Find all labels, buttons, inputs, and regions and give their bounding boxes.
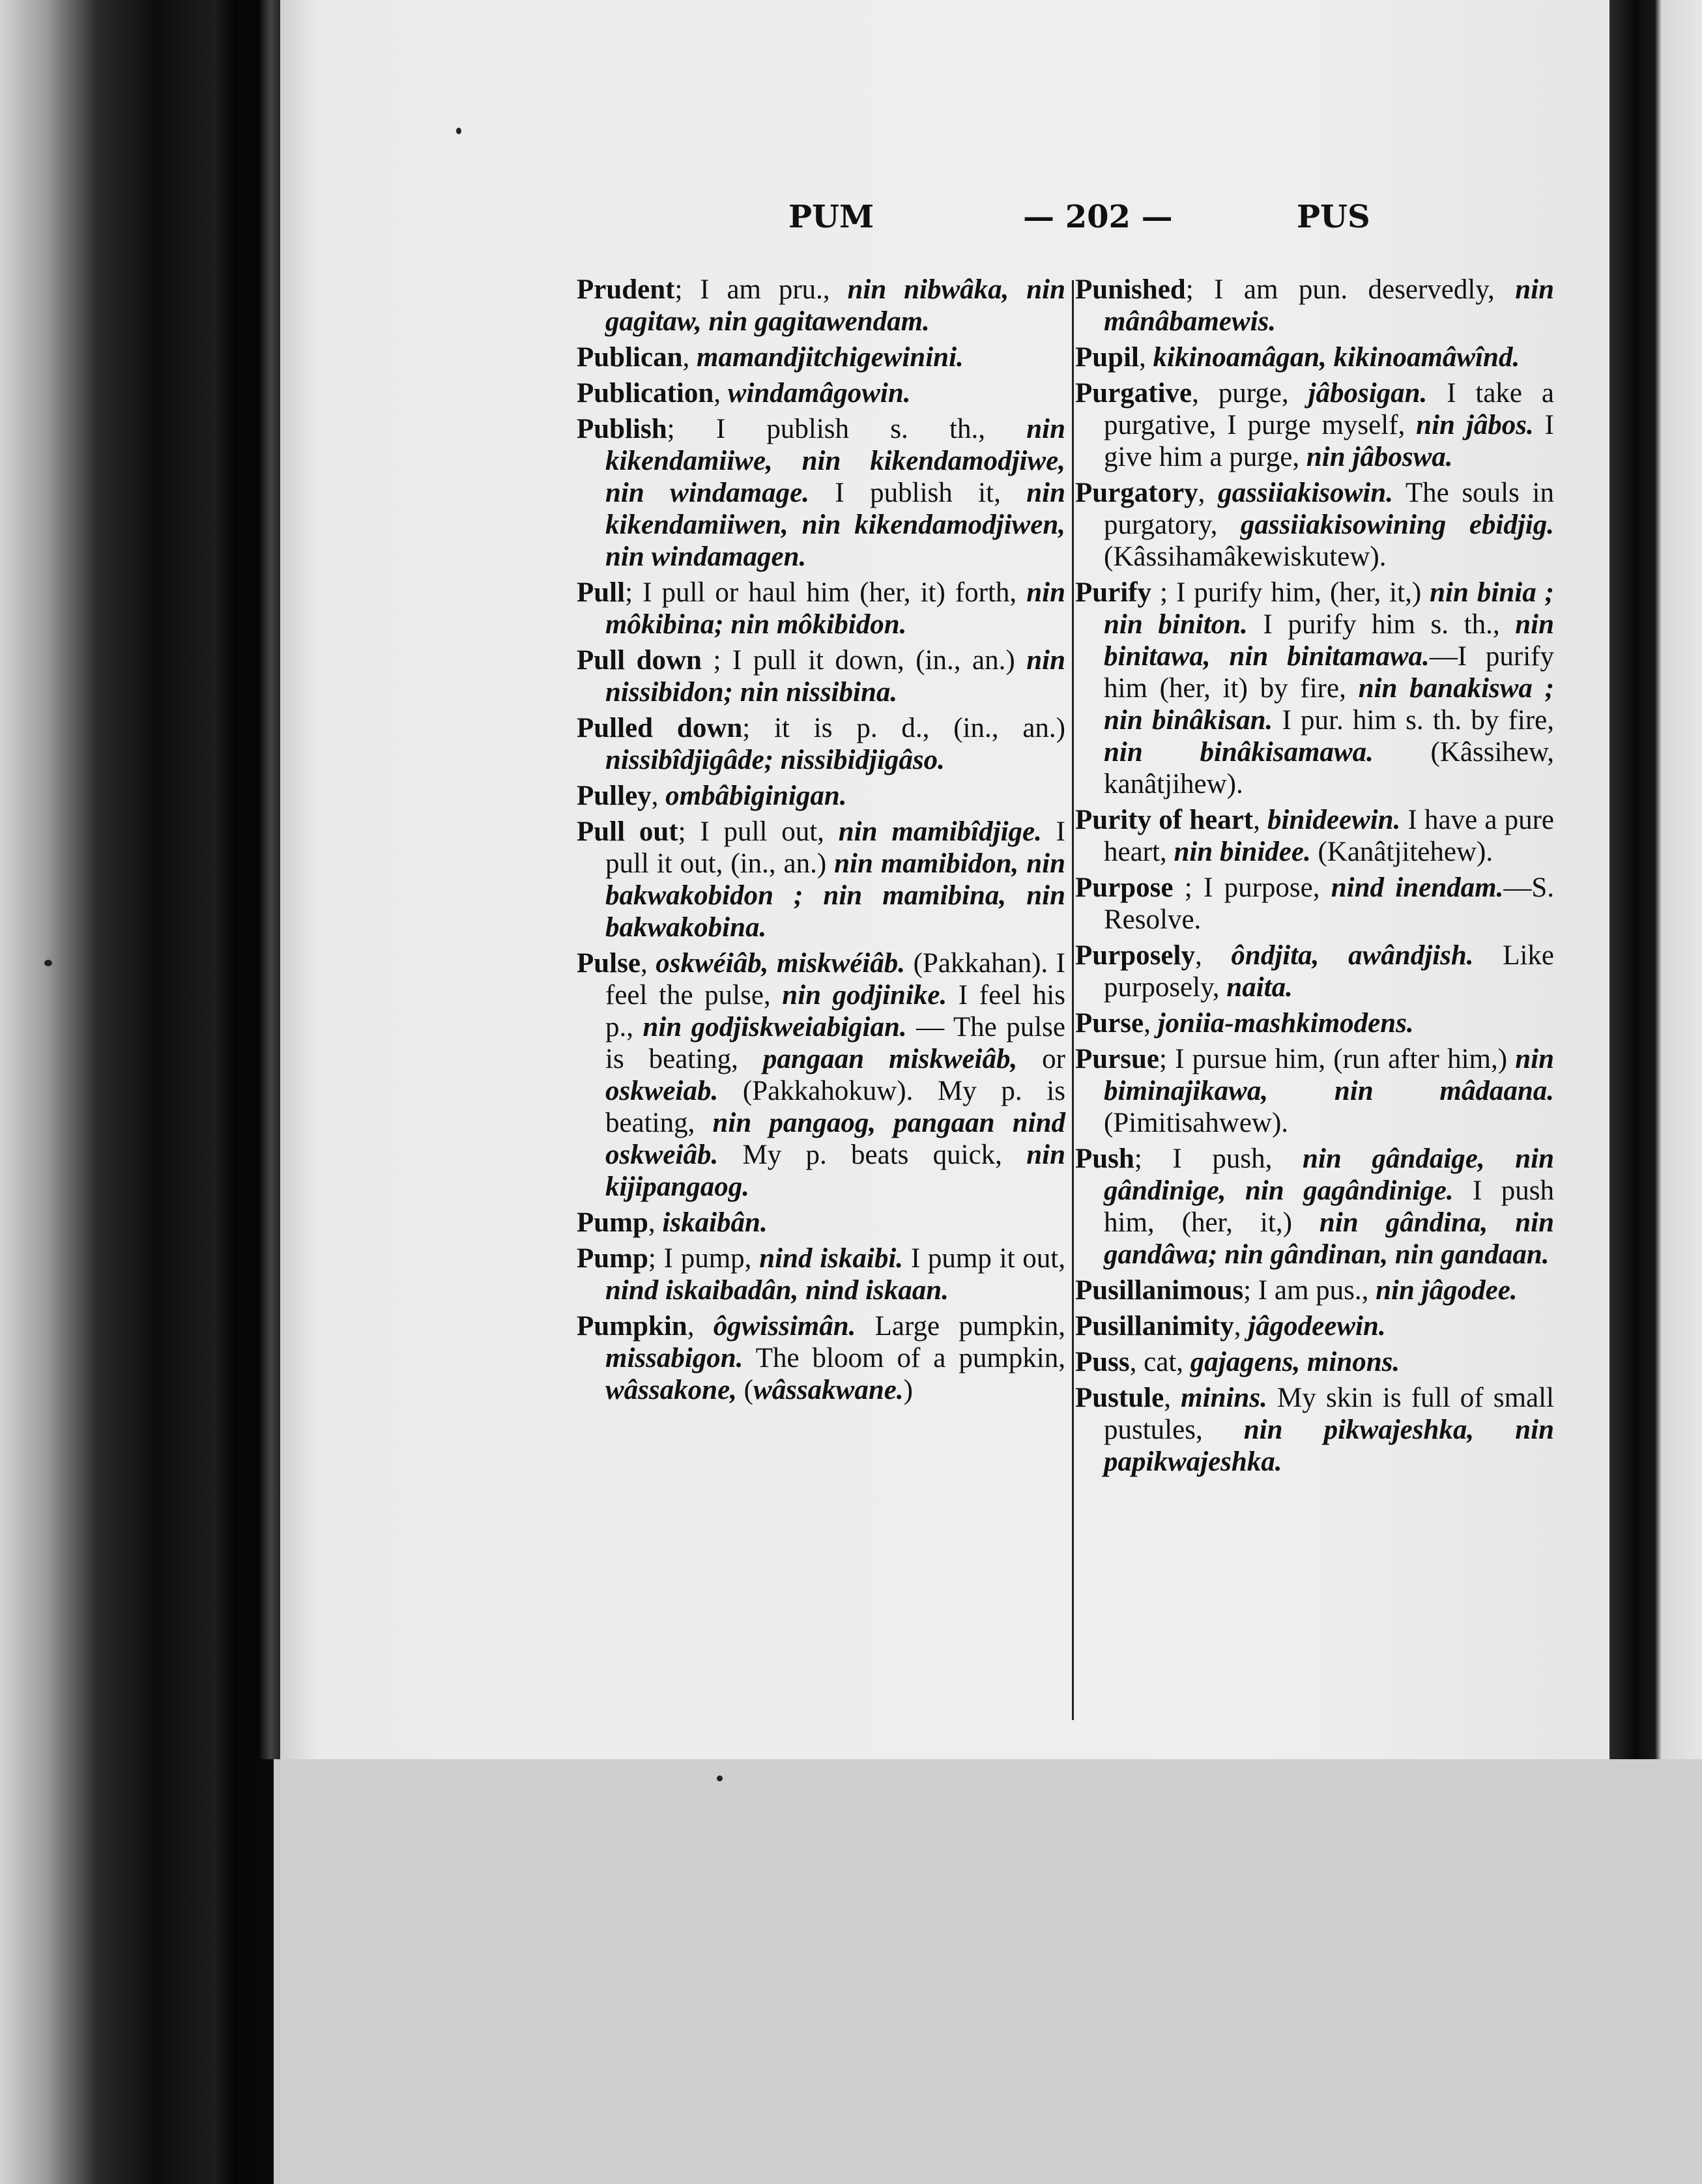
entry-gloss: Large pumpkin, xyxy=(856,1311,1066,1342)
entry-gloss: , xyxy=(1233,1311,1248,1342)
dictionary-entry xyxy=(577,947,1065,1203)
entry-translation: ôgwissimân. xyxy=(713,1311,856,1342)
entry-translation: nissibîdjigâde; nissibidjigâso. xyxy=(605,745,945,775)
dictionary-entry xyxy=(577,644,1065,708)
entry-translation: joniia-mashkimodens. xyxy=(1157,1008,1414,1039)
dictionary-entry xyxy=(1075,477,1554,573)
headword: Purpose xyxy=(1075,872,1174,903)
book-binding-right xyxy=(1609,0,1702,1759)
entry-gloss: , xyxy=(1139,342,1153,373)
entry-translation: nin mamibidon, nin bakwakobidon ; nin mamibina, nin bakwakobina. xyxy=(605,848,1065,943)
entry-translation: nind iskaibadân, nind iskaan. xyxy=(605,1275,949,1306)
headword: Pusillanimity xyxy=(1075,1311,1234,1342)
entry-gloss: ; I push, xyxy=(1134,1143,1303,1174)
headword: Publican xyxy=(577,342,683,373)
entry-translation: oskwéiâb, miskwéiâb. xyxy=(656,948,906,979)
entry-gloss: , xyxy=(640,948,656,979)
dictionary-entry xyxy=(577,1310,1065,1406)
entry-translation: nin kijipangaog. xyxy=(605,1140,1065,1202)
entry-gloss: ; I pull it down, (in., an.) xyxy=(701,645,1027,676)
scan-bottom-margin xyxy=(280,1759,1702,2184)
entry-translation: nin banakiswa ; nin binâkisan. xyxy=(1104,673,1555,736)
dictionary-entry xyxy=(1075,940,1554,1003)
dictionary-entry xyxy=(1075,1346,1554,1378)
entry-translation: pangaan miskweiâb, xyxy=(762,1044,1018,1074)
entry-gloss: ; I pursue him, (run after him,) xyxy=(1159,1044,1516,1074)
paper-speck xyxy=(456,128,461,134)
entry-translation: mamandjitchigewinini. xyxy=(697,342,964,373)
dictionary-entry xyxy=(577,413,1065,573)
entry-translation: ombâbiginigan. xyxy=(665,781,847,811)
entry-gloss: My skin is full of small pustules, xyxy=(1104,1383,1554,1445)
entry-gloss: , xyxy=(1144,1008,1158,1039)
entry-translation: minins. xyxy=(1181,1383,1267,1413)
entry-gloss: ; I am pun. deservedly, xyxy=(1185,274,1516,305)
headword: Pustule xyxy=(1075,1383,1164,1413)
entry-gloss: (Pakkahokuw). My p. is beating, xyxy=(605,1076,1065,1138)
headword: Purse xyxy=(1075,1008,1144,1039)
dictionary-entry xyxy=(1075,1382,1554,1478)
entry-translation: nin mamibîdjige. xyxy=(838,816,1042,847)
dictionary-entry xyxy=(1075,274,1554,338)
dictionary-entry xyxy=(577,1243,1065,1306)
entry-gloss: ; I am pru., xyxy=(674,274,848,305)
entry-gloss: I pull it out, (in., an.) xyxy=(605,816,1065,879)
headword: Purposely xyxy=(1075,940,1195,971)
headword: Punished xyxy=(1075,274,1186,305)
dictionary-entry xyxy=(1075,804,1554,868)
entry-translation: jâgodeewin. xyxy=(1248,1311,1386,1342)
book-binding-edge xyxy=(257,0,283,1759)
entry-translation: nind iskaibi. xyxy=(759,1243,904,1274)
entry-translation: wâssakone, xyxy=(605,1375,737,1405)
entry-gloss: The bloom of a pumpkin, xyxy=(743,1343,1065,1373)
entry-gloss: ; I purify him, (her, it,) xyxy=(1151,577,1430,608)
entry-translation: nin binitawa, nin binitamawa. xyxy=(1104,609,1554,672)
entry-translation: nin godjinike. xyxy=(782,980,947,1011)
headword: Pupil xyxy=(1075,342,1139,373)
entry-gloss: I give him a purge, xyxy=(1104,410,1554,472)
entry-gloss: ) xyxy=(903,1375,913,1405)
dictionary-entry xyxy=(1075,577,1554,800)
entry-gloss: , purge, xyxy=(1192,378,1308,409)
entry-gloss: I purify him s. th., xyxy=(1247,609,1516,640)
entry-gloss: ; it is p. d., (in., an.) xyxy=(742,713,1065,743)
entry-translation: nin kikendamiiwe, nin kikendamodjiwe, nin windamage. xyxy=(605,414,1065,508)
entry-gloss: , xyxy=(1164,1383,1181,1413)
entry-translation: nin jâbos. xyxy=(1416,410,1534,440)
entry-translation: nin pangaog, pangaan nind oskweiâb. xyxy=(605,1108,1065,1170)
headword: Puss xyxy=(1075,1347,1130,1377)
entry-translation: naita. xyxy=(1226,972,1293,1003)
headword: Push xyxy=(1075,1143,1134,1174)
headword: Pump xyxy=(577,1243,648,1274)
guide-word-left: PUM xyxy=(788,199,874,235)
entry-gloss: , xyxy=(651,781,666,811)
entry-translation: nin gândaige, nin gândinige, nin gagândinige. xyxy=(1104,1143,1555,1206)
entry-gloss: I have a pure heart, xyxy=(1104,805,1555,867)
entry-translation: wâssakwane. xyxy=(753,1375,904,1405)
entry-translation: nin binidee. xyxy=(1174,837,1311,867)
entry-translation: nin godjiskweiabigian. xyxy=(642,1012,907,1042)
entry-gloss: ; I purpose, xyxy=(1173,872,1331,903)
headword: Pump xyxy=(577,1207,648,1238)
paper-speck xyxy=(44,960,52,966)
entry-translation: ôndjita, awândjish. xyxy=(1231,940,1474,971)
entry-gloss: My p. beats quick, xyxy=(718,1140,1027,1170)
entry-translation: oskweiab. xyxy=(605,1076,719,1106)
book-binding-left xyxy=(0,0,274,2184)
entry-translation: nin gândina, nin gandâwa; nin gândinan, nin gandaan. xyxy=(1104,1207,1555,1270)
entry-gloss: ; I pull or haul him (her, it) forth, xyxy=(625,577,1027,608)
dictionary-entry xyxy=(577,377,1065,409)
dictionary-entry xyxy=(1075,872,1554,936)
entry-gloss: (Kâssihew, kanâtjihew). xyxy=(1104,737,1554,799)
entry-gloss: (Kanâtjitehew). xyxy=(1310,837,1493,867)
entry-gloss: The souls in purgatory, xyxy=(1104,478,1555,540)
page-number: — 202 — xyxy=(1023,199,1173,235)
entry-gloss: or xyxy=(1017,1044,1065,1074)
dictionary-entry xyxy=(1075,341,1554,373)
entry-gloss: Like purposely, xyxy=(1104,940,1554,1003)
entry-gloss: ; I am pus., xyxy=(1243,1275,1376,1306)
headword: Publication xyxy=(577,378,714,409)
entry-translation: nin kikendamiiwen, nin kikendamodjiwen, nin windamagen. xyxy=(605,478,1065,572)
entry-gloss: I pump it out, xyxy=(903,1243,1065,1274)
entry-translation: binideewin. xyxy=(1267,805,1401,835)
headword: Pull out xyxy=(577,816,678,847)
entry-translation: nin jâboswa. xyxy=(1306,442,1453,472)
headword: Publish xyxy=(577,414,667,444)
dictionary-entry xyxy=(1075,1274,1554,1306)
entry-translation: nin binia ; nin biniton. xyxy=(1104,577,1554,640)
entry-gloss: (Pimitisahwew). xyxy=(1104,1108,1289,1138)
entry-gloss: —I purify him (her, it) by fire, xyxy=(1104,641,1555,704)
entry-gloss: , xyxy=(714,378,728,409)
headword: Prudent xyxy=(577,274,675,305)
entry-translation: nin nibwâka, nin gagitaw, nin gagitawendam. xyxy=(605,274,1066,337)
dictionary-entry xyxy=(1075,377,1554,473)
entry-gloss: (Kâssihamâkewiskutew). xyxy=(1104,541,1387,572)
headword: Purity of heart xyxy=(1075,805,1254,835)
entry-gloss: — The pulse is beating, xyxy=(605,1012,1065,1074)
headword: Purify xyxy=(1075,577,1152,608)
headword: Pursue xyxy=(1075,1044,1159,1074)
right-column xyxy=(1075,274,1554,1482)
dictionary-entry xyxy=(1075,1007,1554,1039)
dictionary-entry xyxy=(577,1207,1065,1239)
entry-translation: nin biminajikawa, nin mâdaana. xyxy=(1104,1044,1554,1106)
headword: Pulled down xyxy=(577,713,743,743)
dictionary-entry xyxy=(577,577,1065,640)
entry-translation: nin môkibina; nin môkibidon. xyxy=(605,577,1065,640)
entry-gloss: I take a purgative, I purge myself, xyxy=(1104,378,1554,440)
entry-gloss: , xyxy=(648,1207,663,1238)
entry-gloss: , xyxy=(1198,478,1219,508)
entry-gloss: ; I publish s. th., xyxy=(667,414,1027,444)
entry-translation: jâbosigan. xyxy=(1308,378,1428,409)
entry-translation: gajagens, minons. xyxy=(1190,1347,1400,1377)
dictionary-entry xyxy=(577,816,1065,943)
entry-translation: nin pikwajeshka, nin papikwajeshka. xyxy=(1104,1415,1554,1477)
dictionary-entry xyxy=(577,274,1065,338)
left-column xyxy=(577,274,1065,1410)
entry-gloss: I push him, (her, it,) xyxy=(1104,1175,1554,1238)
entry-gloss: (Pakkahan). I feel the pulse, xyxy=(605,948,1065,1011)
entry-translation: nin mânâbamewis. xyxy=(1104,274,1554,337)
entry-gloss: ; I pull out, xyxy=(678,816,839,847)
entry-translation: gassiiakisowin. xyxy=(1218,478,1393,508)
entry-translation: nind inendam. xyxy=(1331,872,1504,903)
entry-gloss: —S. Resolve. xyxy=(1104,872,1554,935)
dictionary-entry xyxy=(577,341,1065,373)
headword: Pull xyxy=(577,577,626,608)
entry-gloss: ; I pump, xyxy=(648,1243,760,1274)
headword: Pull down xyxy=(577,645,702,676)
dictionary-entry xyxy=(1075,1143,1554,1271)
headword: Pusillanimous xyxy=(1075,1275,1244,1306)
headword: Pulley xyxy=(577,781,652,811)
entry-translation: nin binâkisamawa. xyxy=(1104,737,1374,768)
dictionary-entry xyxy=(1075,1310,1554,1342)
entry-translation: kikinoamâgan, kikinoamâwînd. xyxy=(1153,342,1520,373)
guide-word-right: PUS xyxy=(1297,199,1370,235)
headword: Purgatory xyxy=(1075,478,1198,508)
entry-gloss: , xyxy=(1194,940,1232,971)
entry-gloss: , cat, xyxy=(1129,1347,1190,1377)
entry-translation: nin jâgodee. xyxy=(1376,1275,1518,1306)
entry-translation: nin nissibidon; nin nissibina. xyxy=(605,645,1065,708)
headword: Pulse xyxy=(577,948,641,979)
dictionary-entry xyxy=(577,780,1065,812)
entry-gloss: I feel his p., xyxy=(605,980,1065,1042)
paper-speck xyxy=(717,1775,723,1781)
entry-translation: gassiiakisowining ebidjig. xyxy=(1240,510,1554,540)
entry-gloss: I publish it, xyxy=(809,478,1027,508)
dictionary-entry xyxy=(1075,1043,1554,1139)
entry-gloss: I pur. him s. th. by fire, xyxy=(1273,705,1554,736)
dictionary-entry xyxy=(577,712,1065,776)
entry-translation: missabigon. xyxy=(605,1343,743,1373)
entry-gloss: , xyxy=(687,1311,714,1342)
entry-translation: windamâgowin. xyxy=(727,378,911,409)
entry-gloss: , xyxy=(682,342,697,373)
entry-translation: iskaibân. xyxy=(662,1207,768,1238)
column-divider xyxy=(1072,280,1074,1720)
entry-gloss: , xyxy=(1253,805,1268,835)
running-head xyxy=(749,199,1375,251)
headword: Purgative xyxy=(1075,378,1192,409)
headword: Pumpkin xyxy=(577,1311,687,1342)
entry-gloss: ( xyxy=(736,1375,753,1405)
